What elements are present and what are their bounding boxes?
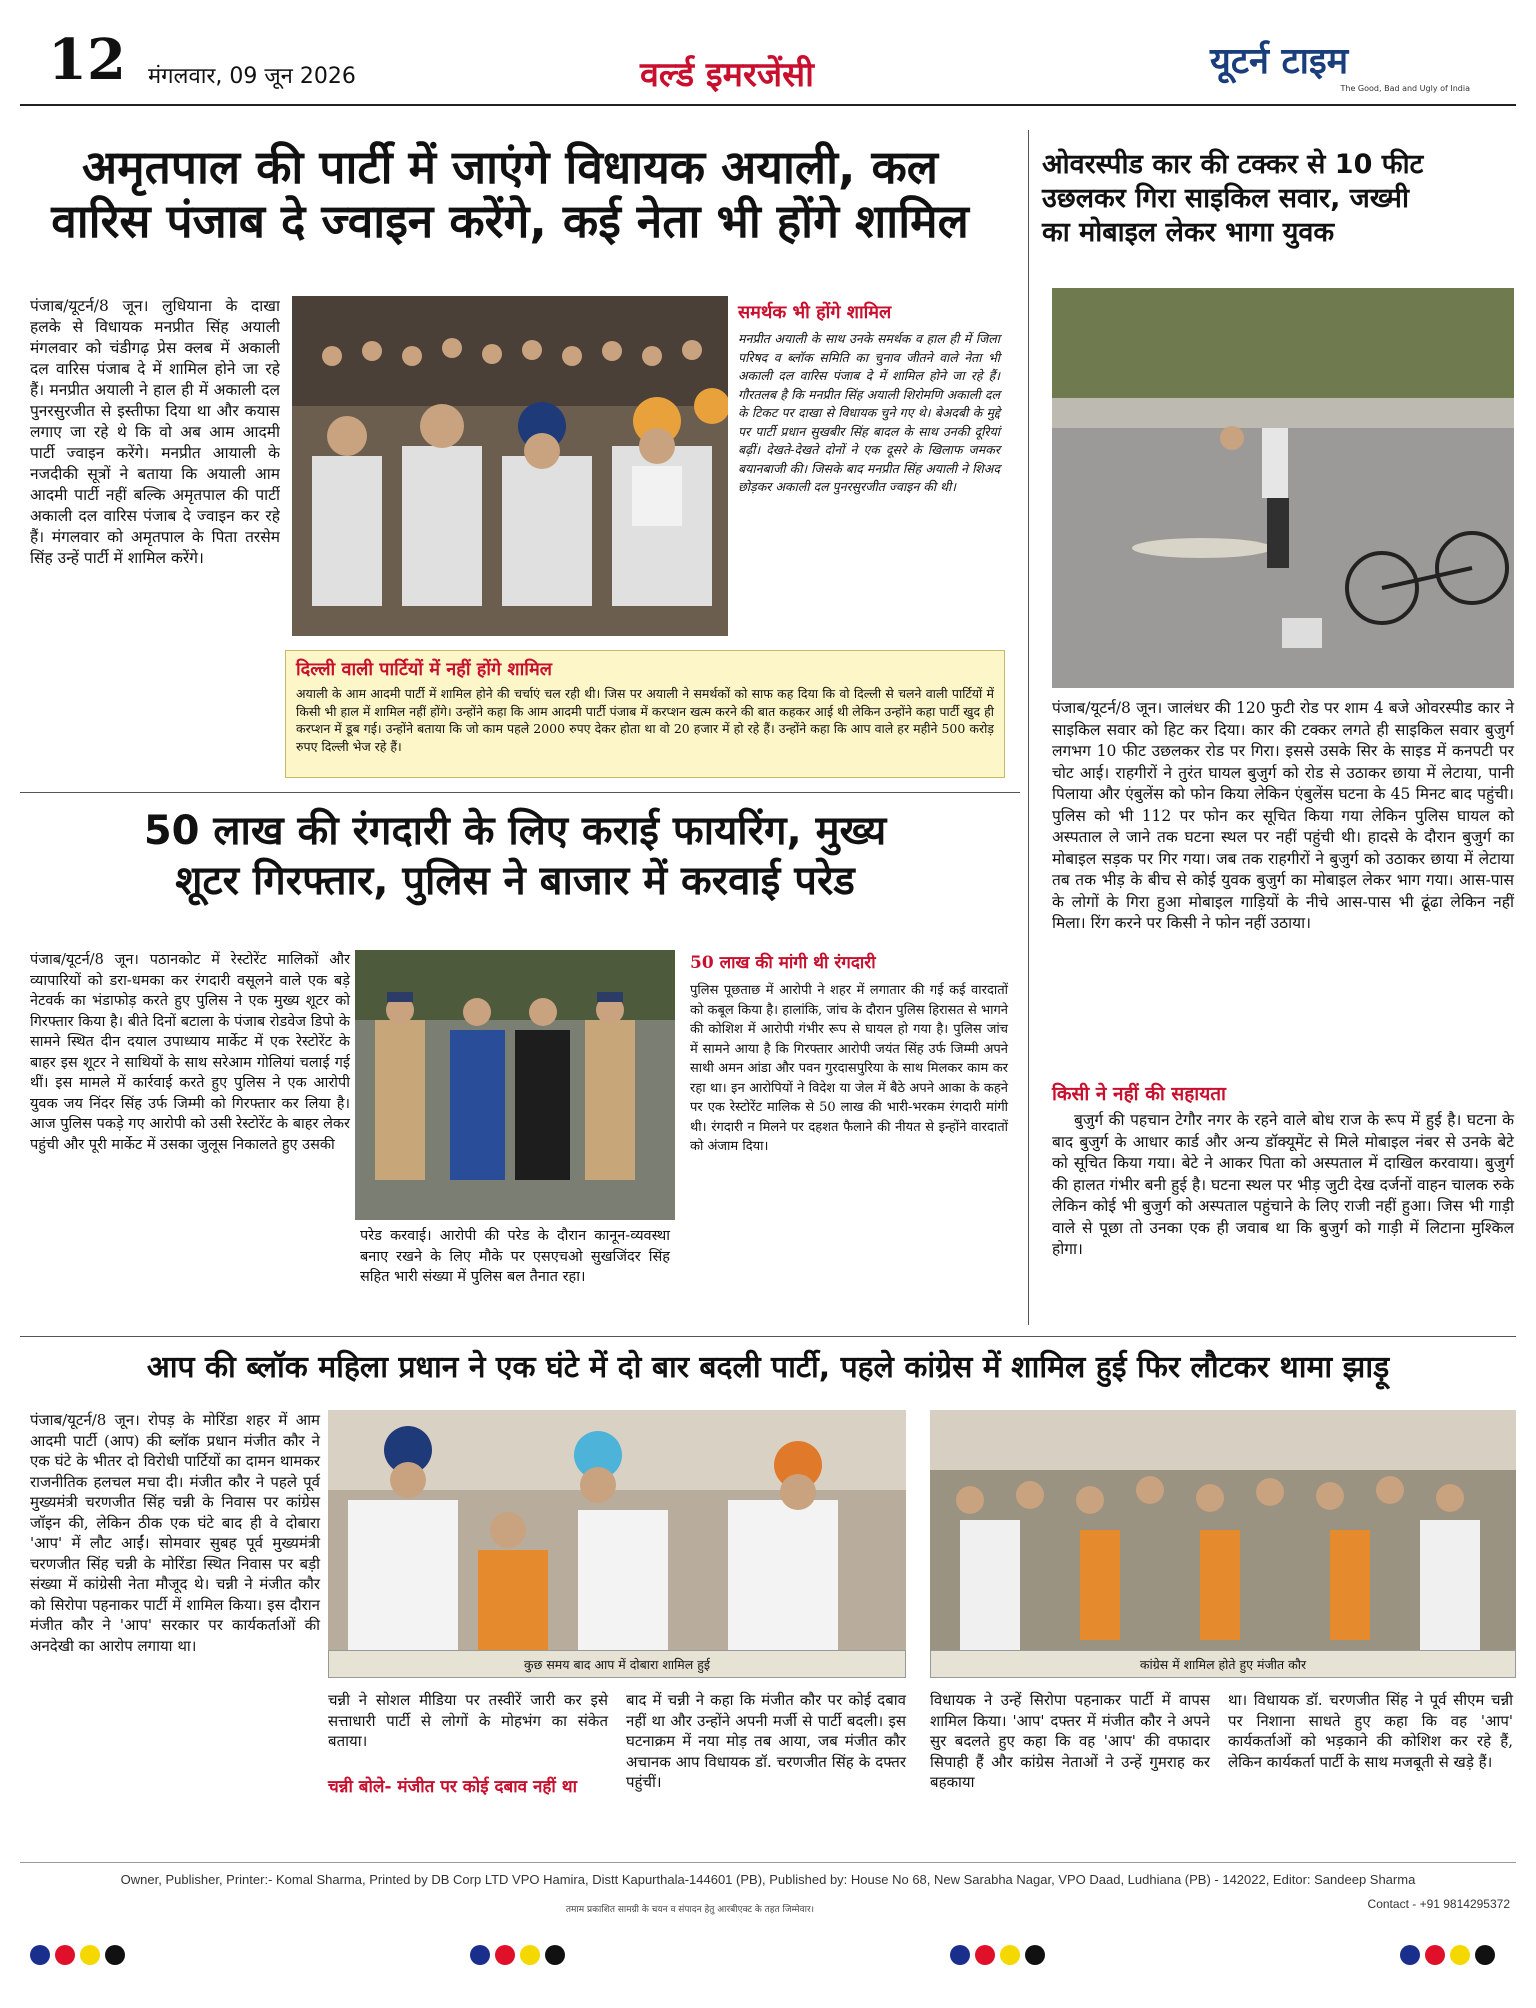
story4-caption2: कांग्रेस में शामिल होते हुए मंजीत कौर xyxy=(930,1650,1516,1678)
story4-col2: चन्नी ने सोशल मीडिया पर तस्वीरें जारी कर इसे सत्ताधारी पार्टी से लोगों के मोहभंग का संकेत बताया। xyxy=(328,1691,608,1750)
story1-sub2-body: अयाली के आम आदमी पार्टी में शामिल होने की चर्चाएं चल रही थी। जिस पर अयाली ने समर्थकों को साफ कह दिया कि वो दिल्ली से चलने वाली पार्टियों में किसी भी हाल में शामिल नहीं होंगे। उन्होंने कहा कि आम आदमी पार्टी पंजाब में करप्शन खत्म करने की बात कहकर आई थी लेकिन उन्होंने कहा पार्टी खुद ही करप्शन में डूब गई। उन्होंने बताया कि जो काम पहले 2000 रुपए देकर होता था वो 20 हजार में हो रहे हैं। उन्होंने कहा कि आप वाले हर महीने 500 करोड़ रुपए दिल्ली भेज रहे हैं। xyxy=(296,686,994,754)
story3-headline: 50 लाख की रंगदारी के लिए कराई फायरिंग, मुख्य शूटर गिरफ्तार, पुलिस ने बाजार में करवाई परेड xyxy=(143,808,887,904)
story4-headline: आप की ब्लॉक महिला प्रधान ने एक घंटे में दो बार बदली पार्टी, पहले कांग्रेस में शामिल हुई फिर लौटकर थामा झाड़ू xyxy=(146,1350,1390,1385)
story1-sub1-body: मनप्रीत अयाली के साथ उनके समर्थक व हाल ही में जिला परिषद व ब्लॉक समिति का चुनाव जीतने वाले नेता भी अकाली दल वारिस पंजाब दे में शामिल होने जा रहे हैं। गौरतलब है कि मनप्रीत सिंह अयाली शिरोमणि अकाली दल के टिकट पर दाखा से विधायक चुने गए थे। बेअदबी के मुद्दे पर पार्टी प्रधान सुखबीर सिंह बादल के साथ उनकी दूरियां बढ़ीं। देखते-देखते दोनों ने एक दूसरे के खिलाफ जमकर बयानबाजी की। जिसके बाद मनप्रीत सिंह अयाली ने शिअद छोड़कर अकाली दल पुनरसुरजीत ज्वाइन की थी। xyxy=(738,331,1000,494)
story2-sub-title: किसी ने नहीं की सहायता xyxy=(1052,1083,1226,1105)
story2-photo xyxy=(1052,288,1514,688)
page-number: 12 xyxy=(48,27,126,93)
logo xyxy=(1210,40,1490,100)
logo-text: यूटर्न टाइम xyxy=(1210,41,1349,82)
footer-imprint: Owner, Publisher, Printer:- Komal Sharma, Printed by DB Corp LTD VPO Hamira, Distt Kapurthala-144601 (PB), Published by: House No 68, New Sarabha Nagar, VPO Daad, Ludhiana (PB) - 142022, Editor: Sandeep Sharma xyxy=(120,1872,1416,1887)
story1-sub2-title: दिल्ली वाली पार्टियों में नहीं होंगे शामिल xyxy=(296,659,552,680)
crowd-photo-image xyxy=(292,296,728,636)
story3-photo xyxy=(355,950,675,1220)
color-dots-center-left xyxy=(470,1945,570,1969)
registration-marks xyxy=(0,1945,1536,1975)
accident-photo-image xyxy=(1052,288,1514,688)
color-dots-center-right xyxy=(950,1945,1050,1969)
story4-col3: बाद में चन्नी ने कहा कि मंजीत कौर पर कोई दबाव नहीं था और उन्होंने अपनी मर्जी से पार्टी बदली। इस घटनाक्रम में नया मोड़ तब आया, जब मंजीत कौर अचानक आप विधायक डॉ. चरणजीत सिंह के दफ्तर पहुंचीं। xyxy=(626,1691,906,1791)
color-dots-right xyxy=(1400,1945,1500,1969)
story4-photo2 xyxy=(930,1410,1516,1650)
story1-sub1 xyxy=(738,300,1000,497)
story3-sub-body: पुलिस पूछताछ में आरोपी ने शहर में लगातार की गई कई वारदातों को कबूल किया है। हालांकि, जांच के दौरान पुलिस हिरासत से भागने की कोशिश में आरोपी गंभीर रूप से घायल हो गया है। पुलिस जांच में सामने आया है कि गिरफ्तार आरोपी जयंत सिंह उर्फ जिम्मी अपने साथी अमन आंडा और पवन गुरदासपुरिया के साथ मिलकर काम कर रहा था। इन आरोपियों ने विदेश या जेल में बैठे अपने आका के कहने पर एक रेस्टोरेंट मालिक से 50 लाख की भारी-भरकम रंगदारी मांगी थी। रंगदारी न मिलने पर दहशत फैलाने की नीयत से इन्होंने वारदातों को अंजाम दिया। xyxy=(690,983,1008,1154)
story2-sub xyxy=(1052,1080,1514,1261)
party-joining-photo-2-image xyxy=(930,1410,1516,1650)
story1-sub2-box xyxy=(285,650,1005,778)
footer-contact: Contact - +91 9814295372 xyxy=(1367,1897,1510,1911)
story4-caption1: कुछ समय बाद आप में दोबारा शामिल हुई xyxy=(328,1650,906,1678)
story1-headline: अमृतपाल की पार्टी में जाएंगे विधायक अयाली, कल वारिस पंजाब दे ज्वाइन करेंगे, कई नेता भी होंगे शामिल xyxy=(51,140,969,249)
story2-headline: ओवरस्पीड कार की टक्कर से 10 फीट उछलकर गिरा साइकिल सवार, जख्मी का मोबाइल लेकर भागा युवक xyxy=(1042,149,1424,248)
story1-photo xyxy=(292,296,728,636)
color-dots-left xyxy=(30,1945,130,1969)
story3-body: पंजाब/यूटर्न/8 जून। पठानकोट में रेस्टोरेंट मालिकों और व्यापारियों को डरा-धमका कर रंगदारी वसूलने वाले एक बड़े नेटवर्क का भंडाफोड़ करते हुए पुलिस ने एक मुख्य शूटर को गिरफ्तार किया है। बीते दिनों बटाला के पंजाब रोडवेज डिपो के सामने स्थित दीन दयाल उपाध्याय मार्केट में एक रेस्टोरेंट के बाहर इस शूटर ने साथियों के साथ सरेआम गोलियां चलाई गई थीं। इस मामले में कार्रवाई करते हुए पुलिस ने एक आरोपी युवक जय निंदर सिंह उर्फ जिम्मी को गिरफ्तार कर लिया है। आज पुलिस पकड़े गए आरोपी को उसी रेस्टोरेंट के बाहर लेकर पहुंची और पूरी मार्केट में उसका जुलूस निकालते हुए उसकी xyxy=(30,952,350,1153)
story1-sub1-title: समर्थक भी होंगे शामिल xyxy=(738,302,892,323)
story4-body: पंजाब/यूटर्न/8 जून। रोपड़ के मोरिंडा शहर में आम आदमी पार्टी (आप) की ब्लॉक प्रधान मंजीत कौर ने एक घंटे के भीतर दो विरोधी पार्टियों का दामन थामकर राजनीतिक हलचल मचा दी। मंजीत कौर ने पहले पूर्व मुख्यमंत्री चरणजीत सिंह चन्नी के निवास पर कांग्रेस जॉइन की, लेकिन ठीक एक घंटे बाद ही वे दोबारा 'आप' में लौट आईं। सोमवार सुबह पूर्व मुख्यमंत्री चरणजीत सिंह चन्नी के मोरिंडा स्थित निवास पर बड़ी संख्या में कांग्रेसी नेता मौजूद थे। चन्नी ने मंजीत कौर को सिरोपा पहनाकर पार्टी में शामिल किया। इस दौरान मंजीत कौर ने 'आप' सरकार पर कार्यकर्ताओं की अनदेखी का आरोप लगाया था। xyxy=(30,1411,320,1655)
section-title: वर्ल्ड इमरजेंसी xyxy=(640,55,814,95)
story3-sub xyxy=(690,950,1008,1157)
masthead-divider xyxy=(20,104,1516,106)
footer-disclaimer: तमाम प्रकाशित सामग्री के चयन व संपादन हेतु आरबीएक्ट के तहत जिम्मेवार। xyxy=(565,1905,815,1915)
story4-photo1 xyxy=(328,1410,906,1650)
column-divider-right xyxy=(1028,130,1029,1325)
story4-col5: था। विधायक डॉ. चरणजीत सिंह ने पूर्व सीएम चन्नी पर निशाना साधते हुए कहा कि वह 'आप' कार्यकर्ताओं को भड़काने की कोशिश कर रहे हैं, लेकिन कार्यकर्ता पार्टी के साथ मजबूती से खड़े हैं। xyxy=(1228,1691,1513,1771)
story4-sub-title: चन्नी बोले- मंजीत पर कोई दबाव नहीं था xyxy=(328,1777,578,1797)
story4-col4: विधायक ने उन्हें सिरोपा पहनाकर पार्टी में वापस शामिल किया। 'आप' दफ्तर में मंजीत कौर ने अपने सुर बदलते हुए कहा कि वह 'आप' की वफादार सिपाही हैं और कांग्रेस नेताओं ने उन्हें गुमराह कर बहकाया xyxy=(930,1691,1210,1791)
party-joining-photo-1-image xyxy=(328,1410,906,1650)
masthead xyxy=(0,0,1536,108)
story3-sub-title: 50 लाख की मांगी थी रंगदारी xyxy=(690,953,876,973)
story3-photo-caption: परेड करवाई। आरोपी की परेड के दौरान कानून-व्यवस्था बनाए रखने के लिए मौके पर एसएचओ सुखजिंदर सिंह सहित भारी संख्या में पुलिस बल तैनात रहा। xyxy=(360,1228,670,1285)
logo-tagline: The Good, Bad and Ugly of India xyxy=(1340,84,1470,93)
story1-body: पंजाब/यूटर्न/8 जून। लुधियाना के दाखा हलके से विधायक मनप्रीत सिंह अयाली मंगलवार को चंडीगढ़ प्रेस क्लब में अकाली दल वारिस पंजाब दे में शामिल होने जा रहे हैं। मनप्रीत अयाली ने हाल ही में अकाली दल पुनरसुरजीत से इस्तीफा दिया था और कयास लगाए जा रहे थे कि वो अब आम आदमी पार्टी ज्वाइन करेंगे। मनप्रीत आयाली के नजदीकी सूत्रों ने बताया कि अयाली आम आदमी पार्टी नहीं बल्कि अमृतपाल की पार्टी अकाली दल वारिस पंजाब दे ज्वाइन कर रहे हैं। मंगलवार को अमृतपाल के पिता तरसेम सिंह उन्हें पार्टी में शामिल करेंगे। xyxy=(30,297,280,567)
story-divider-1 xyxy=(20,792,1020,793)
police-parade-photo-image xyxy=(355,950,675,1220)
story-divider-2 xyxy=(20,1336,1516,1337)
story2-body: पंजाब/यूटर्न/8 जून। जालंधर की 120 फुटी रोड पर शाम 4 बजे ओवरस्पीड कार ने साइकिल सवार को हिट कर दिया। कार की टक्कर लगते ही साइकिल सवार बुजुर्ग लगभग 10 फीट उछलकर रोड पर गिरा। इससे उसके सिर के साइड में कनपटी पर चोट आई। राहगीरों ने तुरंत घायल बुजुर्ग को रोड से उठाकर छाया में लेटाया, पानी पिलाया और एंबुलेंस को फोन किया लेकिन एंबुलेंस घटना के 45 मिनट बाद पहुंची। पुलिस को भी 112 पर फोन कर सूचित किया गया लेकिन पुलिस घायल को अस्पताल ले जाने तक घटना स्थल पर नहीं पहुंची थी। हादसे के दौरान बुजुर्ग का मोबाइल सड़क पर गिर गया। जब तक राहगीरों ने बुजुर्ग को उठाकर छाया में लेटाया तब तक भीड़ के बीच से कोई युवक बुजुर्ग का मोबाइल लेकर भाग गया। आस-पास के लोगों के गिरा हुआ मोबाइल गाड़ियों के नीचे आस-पास भी ढूंढा लेकिन नहीं मिला। रिंग करने पर किसी ने फोन नहीं उठाया। xyxy=(1052,699,1514,932)
footer-divider xyxy=(20,1862,1516,1863)
issue-date: मंगलवार, 09 जून 2026 xyxy=(148,64,356,89)
story2-sub-body: बुजुर्ग की पहचान टेगौर नगर के रहने वाले बोध राज के रूप में हुई है। घटना के बाद बुजुर्ग के आधार कार्ड और अन्य डॉक्यूमेंट से मिले मोबाइल नंबर से उनके बेटे को सूचित किया गया। बेटे ने आकर पिता को अस्पताल में दाखिल करवाया। बुजुर्ग की हालत गंभीर बनी हुई है। घटना स्थल पर भीड़ जुटी देख दर्जनों वाहन चालक रुके लेकिन कोई भी बुजुर्ग को अस्पताल पहुंचाने के लिए राजी नहीं हुआ। जिस भी गाड़ी वाले से पूछा तो उनका एक ही जवाब था कि बुजुर्ग को गाड़ी में लिटाना मुश्किल होगा। xyxy=(1052,1111,1514,1258)
